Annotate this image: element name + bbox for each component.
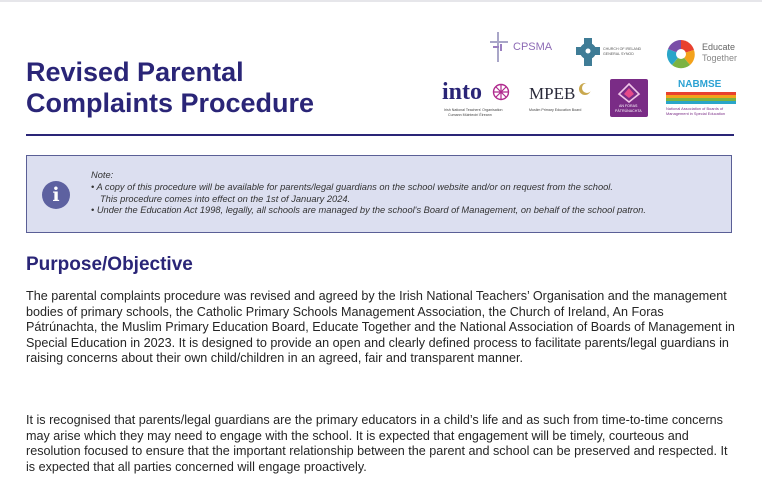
nabmse-stripes-icon bbox=[666, 92, 736, 104]
mpeb-subtitle: Muslim Primary Education Board bbox=[529, 108, 582, 112]
educate-together-label-2: Together bbox=[702, 53, 738, 63]
an-foras-label-1: AN FORAS bbox=[619, 104, 638, 108]
top-border bbox=[0, 0, 762, 2]
note-item-1-continued: This procedure comes into effect on the 1st of January 2024. bbox=[100, 193, 351, 204]
into-logo bbox=[442, 81, 526, 121]
section-heading-purpose: Purpose/Objective bbox=[26, 254, 193, 275]
note-label: Note: bbox=[91, 170, 114, 180]
celtic-cross-icon bbox=[576, 38, 600, 66]
cpsma-logo bbox=[488, 32, 558, 62]
purpose-paragraph-1: The parental complaints procedure was revised and agreed by the Irish National Teachers’ Organisation and the management bodies of primary schools, the Catholic Primary Schools Management Association, the Church of Ireland, An Foras Pátrúnachta, the Muslim Primary Education Board, Educate Together and the National Association of Boards of Management in Special Education in 2023. It is designed to provide an open and clearly defined process to facilitate parents/legal guardians in raising concerns about their own child/children in an agreed, fair and transparent manner. bbox=[26, 289, 735, 366]
nabmse-subtitle-1: National Association of Boards of bbox=[666, 106, 724, 111]
nabmse-logo bbox=[666, 80, 740, 118]
mpeb-wordmark: MPEB bbox=[529, 84, 576, 103]
header-divider bbox=[26, 134, 734, 136]
nabmse-subtitle-2: Management in Special Education bbox=[666, 111, 726, 116]
church-of-ireland-label-2: GENERAL SYNOD bbox=[603, 52, 634, 56]
educate-together-logo bbox=[666, 39, 740, 71]
mpeb-logo bbox=[529, 81, 611, 121]
educate-together-label-1: Educate bbox=[702, 42, 736, 52]
church-of-ireland-logo bbox=[576, 38, 644, 70]
an-foras-patrunachta-logo bbox=[610, 79, 648, 117]
into-subtitle-1: Irish National Teachers' Organisation bbox=[444, 108, 503, 112]
into-star-icon bbox=[492, 83, 510, 101]
cpsma-label: CPSMA bbox=[513, 41, 553, 53]
an-foras-emblem-icon bbox=[610, 81, 648, 105]
page-title-line-2: Complaints Procedure bbox=[26, 88, 315, 118]
nabmse-wordmark: NABMSE bbox=[678, 79, 722, 90]
church-of-ireland-label-1: CHURCH OF IRELAND bbox=[603, 47, 642, 51]
note-text bbox=[91, 170, 721, 217]
page-title bbox=[26, 57, 426, 119]
note-item-1: • A copy of this procedure will be available for parents/legal guardians on the school website and/or on request from the school. bbox=[91, 181, 613, 192]
into-subtitle-2: Cumann Múinteoirí Éireann bbox=[448, 113, 492, 117]
an-foras-label-2: PÁTRÚNACHTA bbox=[615, 109, 642, 113]
purpose-paragraph-2: It is recognised that parents/legal guardians are the primary educators in a child’s life and as such from time-to-time concerns may arise which they may need to engage with the school. It is expected that engagement will be timely, courteous and resolution focused to ensure that the important relationship between the parent and school can be preserved and respected. It is expected that all parties concerned will engage proactively. bbox=[26, 413, 728, 474]
cpsma-cross-icon bbox=[488, 32, 510, 62]
partner-logos bbox=[430, 30, 740, 120]
mpeb-crescent-icon bbox=[577, 81, 593, 97]
into-wordmark: into bbox=[442, 79, 483, 105]
educate-together-circle-icon bbox=[666, 39, 696, 69]
page-title-line-1: Revised Parental bbox=[26, 57, 244, 87]
info-icon: i bbox=[42, 181, 70, 209]
note-box bbox=[26, 155, 732, 233]
note-item-2: • Under the Education Act 1998, legally, all schools are managed by the school's Board of Management, on behalf of the school patron. bbox=[91, 205, 646, 216]
